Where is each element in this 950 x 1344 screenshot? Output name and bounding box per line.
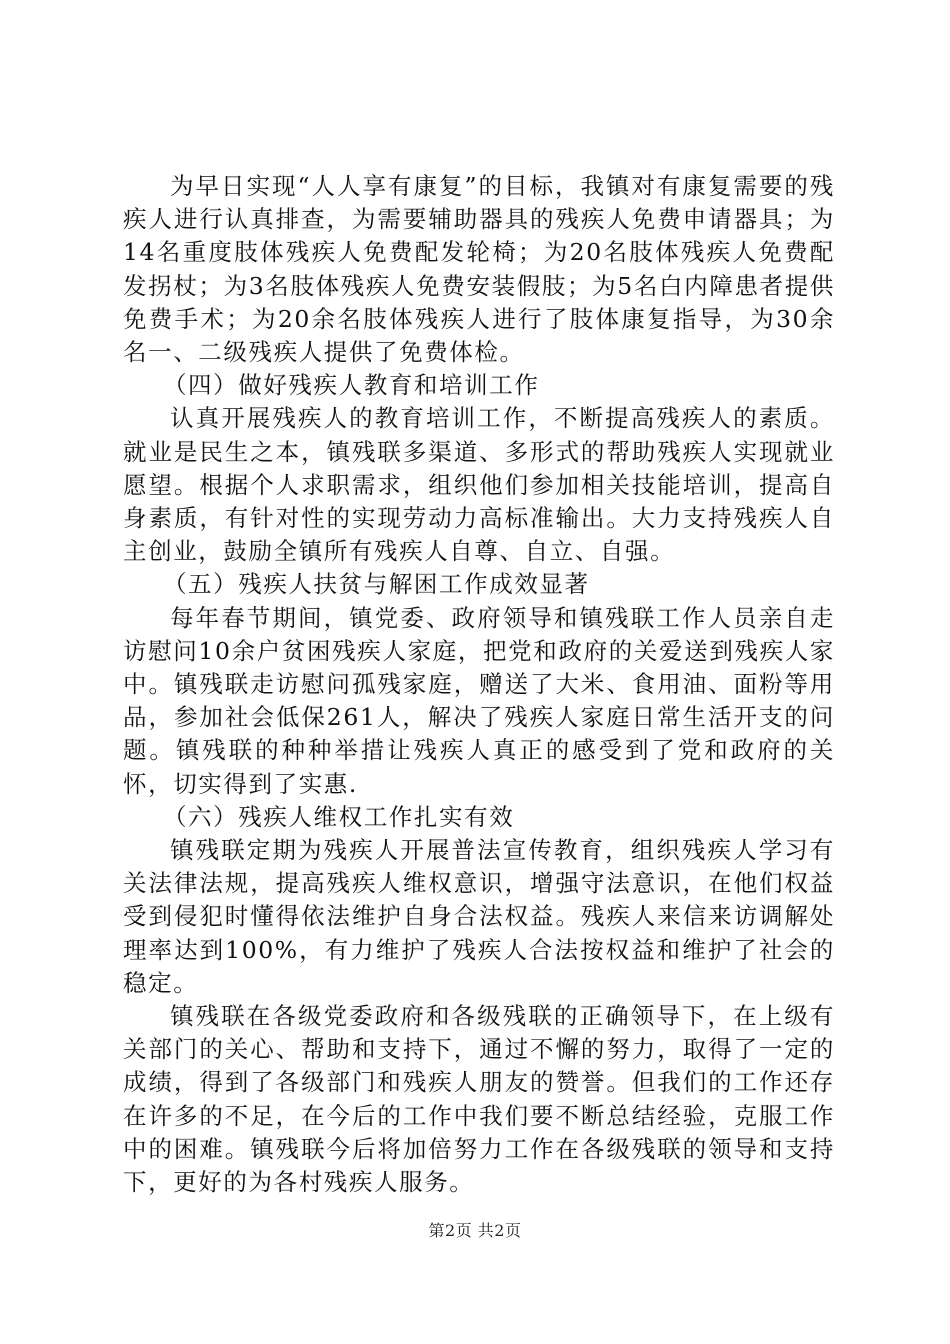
- section-heading-rights: （六）残疾人维权工作扎实有效: [162, 802, 515, 831]
- section-heading-education: （四）做好残疾人教育和培训工作: [162, 371, 540, 400]
- paragraph-rehabilitation: 为早日实现“人人享有康复”的目标，我镇对有康复需要的残疾人进行认真排查，为需要辅助器具的残疾人免费申请器具；为14名重度肢体残疾人免费配发轮椅；为20名肢体残疾人免费配发拐杖；为3名肢体残疾人免费安装假肢；为5名白内障患者提供免费手术；为20余名肢体残疾人进行了肢体康复指导，为30余名一、二级残疾人提供了免费体检。: [123, 172, 835, 367]
- paragraph-education: 认真开展残疾人的教育培训工作，不断提高残疾人的素质。就业是民生之本，镇残联多渠道、多形式的帮助残疾人实现就业愿望。根据个人求职需求，组织他们参加相关技能培训，提高自身素质，有针对性的实现劳动力高标准输出。大力支持残疾人自主创业，鼓励全镇所有残疾人自尊、自立、自强。: [123, 404, 835, 566]
- page-number-footer: 第2页 共2页: [428, 1221, 522, 1240]
- paragraph-conclusion: 镇残联在各级党委政府和各级残联的正确领导下，在上级有关部门的关心、帮助和支持下，通过不懈的努力，取得了一定的成绩，得到了各级部门和残疾人朋友的赞誉。但我们的工作还存在许多的不足，在今后的工作中我们要不断总结经验，克服工作中的困难。镇残联今后将加倍努力工作在各级残联的领导和支持下，更好的为各村残疾人服务。: [123, 1002, 835, 1197]
- paragraph-rights: 镇残联定期为残疾人开展普法宣传教育，组织残疾人学习有关法律法规，提高残疾人维权意识，增强守法意识，在他们权益受到侵犯时懂得依法维护自身合法权益。残疾人来信来访调解处理率达到100%，有力维护了残疾人合法按权益和维护了社会的稳定。: [123, 836, 835, 997]
- document-body: [123, 170, 835, 1199]
- section-heading-poverty: （五）残疾人扶贫与解困工作成效显著: [162, 570, 590, 599]
- paragraph-poverty: 每年春节期间，镇党委、政府领导和镇残联工作人员亲自走访慰问10余户贫困残疾人家庭，把党和政府的关爱送到残疾人家中。镇残联走访慰问孤残家庭，赠送了大米、食用油、面粉等用品，参加社会低保261人，解决了残疾人家庭日常生活开支的问题。镇残联的种种举措让残疾人真正的感受到了党和政府的关怀，切实得到了实惠.: [123, 603, 835, 798]
